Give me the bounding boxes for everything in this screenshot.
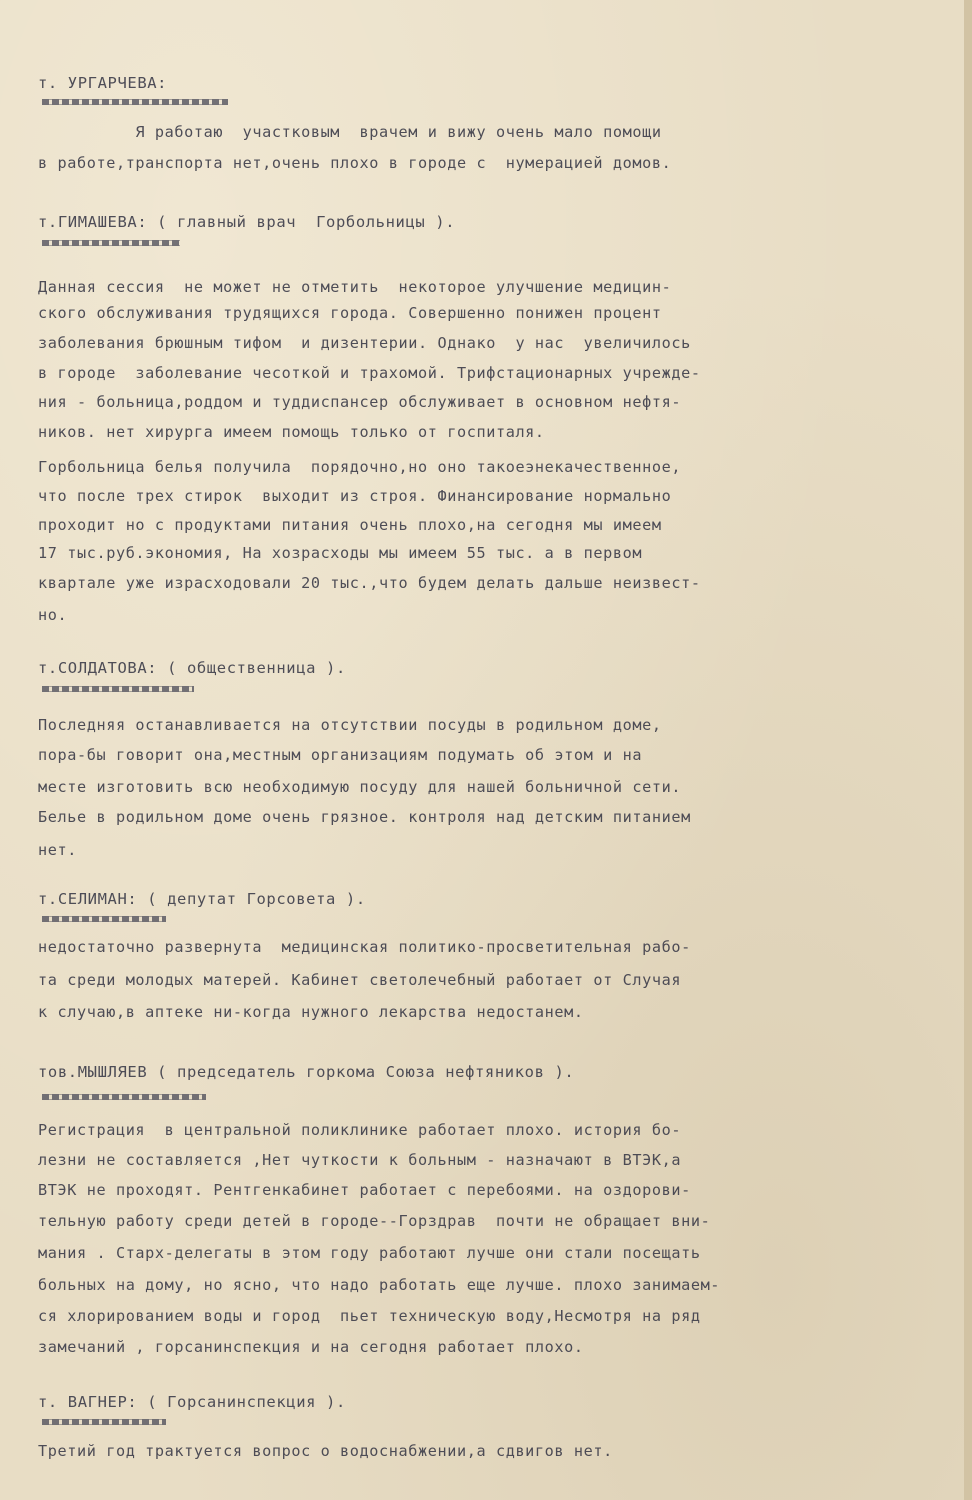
- paragraph-line: к случаю,в аптеке ни-когда нужного лекарства недостанем.: [38, 1003, 584, 1021]
- paragraph-line: ся хлорированием воды и город пьет техническую воду,Несмотря на ряд: [38, 1307, 701, 1325]
- paragraph-line: ВТЭК не проходят. Рентгенкабинет работает с перебоями. на оздорови-: [38, 1181, 691, 1199]
- paragraph-line: в работе,транспорта нет,очень плохо в городе с нумерацией домов.: [38, 154, 672, 172]
- speaker-heading: тов.МЫШЛЯЕВ ( председатель горкома Союза нефтяников ).: [38, 1063, 575, 1081]
- paragraph-line: ния - больница,роддом и туддиспансер обслуживает в основном нефтя-: [38, 393, 682, 411]
- paragraph-line: лезни не составляется ,Нет чуткости к больным - назначают в ВТЭК,а: [38, 1151, 682, 1169]
- paragraph-line: но.: [38, 606, 68, 624]
- speaker-heading: т. ВАГНЕР: ( Горсанинспекция ).: [38, 1393, 346, 1411]
- paragraph-line: та среди молодых матерей. Кабинет светолечебный работает от Случая: [38, 971, 682, 989]
- paragraph-line: Регистрация в центральной поликлинике работает плохо. история бо-: [38, 1121, 682, 1139]
- paragraph-line: Третий год трактуется вопрос о водоснабжении,а сдвигов нет.: [38, 1442, 613, 1460]
- heading-underline: [42, 99, 228, 105]
- paragraph-line: ников. нет хирурга имеем помощь только от госпиталя.: [38, 423, 545, 441]
- paragraph-line: замечаний , горсанинспекция и на сегодня работает плохо.: [38, 1338, 584, 1356]
- heading-underline: [42, 1094, 206, 1100]
- heading-underline: [42, 1419, 166, 1425]
- heading-underline: [42, 916, 166, 922]
- paragraph-line: что после трех стирок выходит из строя. Финансирование нормально: [38, 487, 672, 505]
- page-edge: [964, 0, 972, 1500]
- paragraph-line: заболевания брюшным тифом и дизентерии. Однако у нас увеличилось: [38, 334, 691, 352]
- paragraph-line: месте изготовить всю необходимую посуду для нашей больничной сети.: [38, 778, 682, 796]
- speaker-heading: т.ГИМАШЕВА: ( главный врач Горбольницы ).: [38, 213, 456, 231]
- paragraph-line: Данная сессия не может не отметить некоторое улучшение медицин-: [38, 278, 672, 296]
- paragraph-line: тельную работу среди детей в городе--Горздрав почти не обращает вни-: [38, 1212, 711, 1230]
- paragraph-line: проходит но с продуктами питания очень плохо,на сегодня мы имеем: [38, 516, 662, 534]
- paragraph-line: ского обслуживания трудящихся города. Совершенно понижен процент: [38, 304, 662, 322]
- speaker-heading: т.СЕЛИМАН: ( депутат Горсовета ).: [38, 890, 366, 908]
- paragraph-line: мания . Старх-делегаты в этом году работают лучше они стали посещать: [38, 1244, 701, 1262]
- heading-underline: [42, 240, 180, 246]
- speaker-heading: т.СОЛДАТОВА: ( общественница ).: [38, 659, 346, 677]
- paragraph-line: Белье в родильном доме очень грязное. контроля над детским питанием: [38, 808, 691, 826]
- paragraph-line: Последняя останавливается на отсутствии посуды в родильном доме,: [38, 716, 662, 734]
- paragraph-line: квартале уже израсходовали 20 тыс.,что будем делать дальше неизвест-: [38, 574, 701, 592]
- paragraph-line: недостаточно развернута медицинская политико-просветительная рабо-: [38, 938, 691, 956]
- speaker-heading: т. УРГАРЧЕВА:: [38, 74, 168, 92]
- paragraph-line: пора-бы говорит она,местным организациям подумать об этом и на: [38, 746, 643, 764]
- paragraph-line: 17 тыс.руб.экономия, На хозрасходы мы имеем 55 тыс. а в первом: [38, 544, 643, 562]
- heading-underline: [42, 686, 194, 692]
- paragraph-line: больных на дому, но ясно, что надо работать еще лучше. плохо занимаем-: [38, 1276, 721, 1294]
- paragraph-line: Горбольница белья получила порядочно,но оно такоеэнекачественное,: [38, 458, 682, 476]
- paragraph-line: в городе заболевание чесоткой и трахомой. Трифстационарных учрежде-: [38, 364, 701, 382]
- paragraph-line: Я работаю участковым врачем и вижу очень мало помощи: [38, 123, 662, 141]
- paragraph-line: нет.: [38, 841, 77, 859]
